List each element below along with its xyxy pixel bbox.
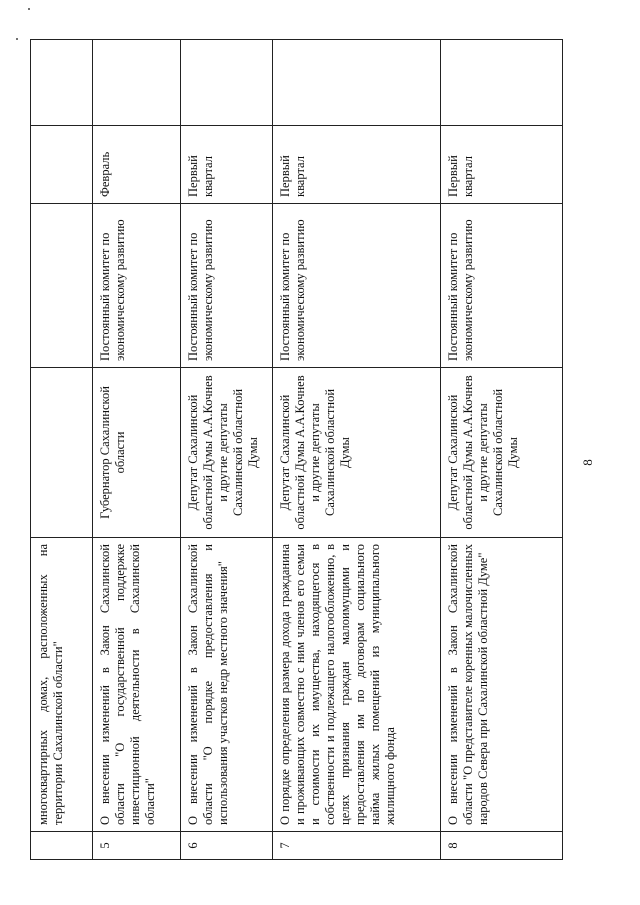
notes-cell [181, 40, 273, 126]
author-cell [31, 368, 93, 538]
notes-cell [441, 40, 563, 126]
table-row-continuation [31, 40, 93, 860]
table-row [441, 40, 563, 860]
notes-cell [93, 40, 181, 126]
legislative-plan-table [30, 39, 563, 860]
table-row [181, 40, 273, 860]
term-cell: Первый квартал [181, 126, 273, 204]
term-cell [31, 126, 93, 204]
committee-cell: Постоянный комитет по экономическому развитию [441, 204, 563, 368]
row-number-cell [31, 832, 93, 860]
bill-title-cell: О порядке определения размера дохода гражданина и проживающих совместно с ним членов его семьи и стоимости их имущества, находящегося в собственности и подлежащего налогообложению, в целях признания граждан малоимущими и предоставления им по договорам социального найма жилых помещений из муниципального жилищного фонда [273, 538, 441, 832]
bill-title-cell: О внесении изменений в Закон Сахалинской области "О представителе коренных малочисленных народов Севера при Сахалинской областной Думе" [441, 538, 563, 832]
page-number: 8 [579, 459, 595, 466]
committee-cell: Постоянный комитет по экономическому развитию [273, 204, 441, 368]
row-number-cell: 8 [441, 832, 563, 860]
table-row [273, 40, 441, 860]
notes-cell [273, 40, 441, 126]
bill-title-cell: О внесении изменений в Закон Сахалинской области "О государственной поддержке инвестиционной деятельности в Сахалинской области" [93, 538, 181, 832]
bill-title-cell: О внесении изменений в Закон Сахалинской области "О порядке предоставления и использования участков недр местного значения" [181, 538, 273, 832]
bill-title-cell: многоквартирных домах, расположенных на территории Сахалинской области" [31, 538, 93, 832]
committee-cell [31, 204, 93, 368]
notes-cell [31, 40, 93, 126]
author-cell: Депутат Сахалинской областной Думы А.А.Кочнев и другие депутаты Сахалинской областной Думы [441, 368, 563, 538]
committee-cell: Постоянный комитет по экономическому развитию [93, 204, 181, 368]
scan-speck [28, 8, 30, 10]
scan-speck [16, 38, 18, 40]
row-number-cell: 5 [93, 832, 181, 860]
term-cell: Февраль [93, 126, 181, 204]
committee-cell: Постоянный комитет по экономическому развитию [181, 204, 273, 368]
author-cell: Депутат Сахалинской областной Думы А.А.Кочнев и другие депутаты Сахалинской областной Думы [273, 368, 441, 538]
row-number-cell: 7 [273, 832, 441, 860]
author-cell: Депутат Сахалинской областной Думы А.А.Кочнев и другие депутаты Сахалинской областной Думы [181, 368, 273, 538]
term-cell: Первый квартал [441, 126, 563, 204]
row-number-cell: 6 [181, 832, 273, 860]
rotated-page-content [30, 20, 570, 860]
term-cell: Первый квартал [273, 126, 441, 204]
author-cell: Губернатор Сахалинской области [93, 368, 181, 538]
table-row [93, 40, 181, 860]
